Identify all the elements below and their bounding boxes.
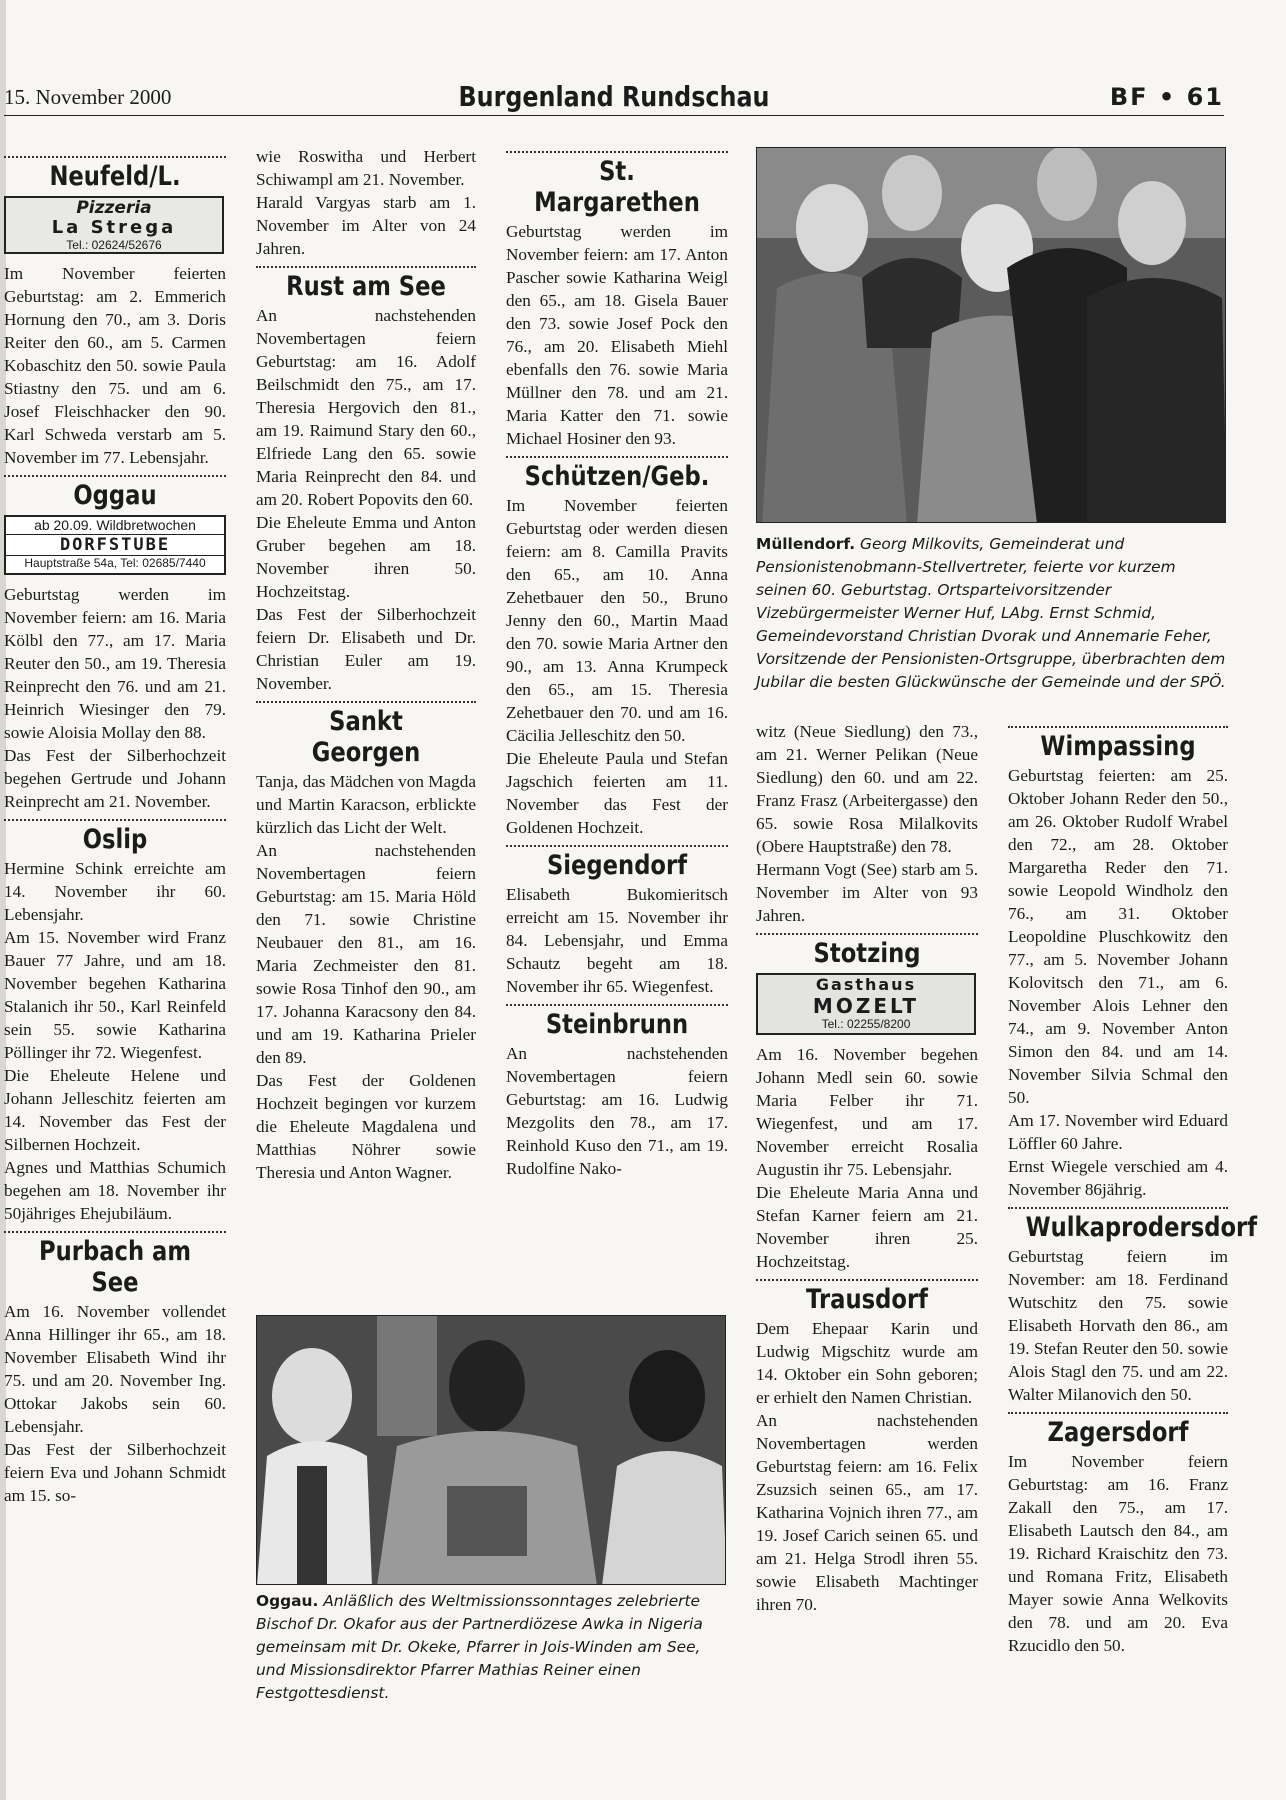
section-title-sankt-georgen: Sankt Georgen <box>311 706 421 768</box>
divider <box>756 1279 978 1281</box>
divider <box>256 266 476 268</box>
section-title-oslip: Oslip <box>82 824 148 855</box>
ad-line: Pizzeria <box>76 198 152 218</box>
ad-line: Gasthaus <box>815 975 917 994</box>
article-text: Die Eheleute Paula und Stefan Jagschich feierten am 11. November das Fest der Goldenen Hochzeit. <box>506 749 728 837</box>
article-text: Am 16. November vollendet Anna Hillinger ihr 65., am 18. November Elisabeth Wind ihr 75. und am 20. November Ing. Ottokar Jakobs sein 60. Lebensjahr. <box>4 1302 226 1436</box>
newspaper-title: Burgenland Rundschau <box>458 80 770 113</box>
divider <box>1008 1207 1228 1209</box>
article-text: Das Fest der Goldenen Hochzeit begingen vor kurzem die Eheleute Magdalena und Matthias Nöhrer sowie Theresia und Anton Wagner. <box>256 1071 476 1182</box>
article-text: Im November feiern Geburtstag: am 16. Franz Zakall den 75., am 17. Elisabeth Lautsch den 84., am 19. Richard Kraischitz den 73. und Romana Fritz, Elisabeth Mayer sowie Anna Welkovits den 78. und am 20. Eva Rzucidlo den 50. <box>1008 1452 1228 1655</box>
page-number: BF • 61 <box>1109 83 1224 111</box>
article-text: Die Eheleute Emma und Anton Gruber begehen am 18. November ihren 50. Hochzeitstag. <box>256 513 476 601</box>
article-text: Das Fest der Silberhochzeit feiern Eva und Johann Schmidt am 15. so- <box>4 1440 226 1505</box>
column-4 <box>756 720 978 1616</box>
article-text: Das Fest der Silberhochzeit begehen Gertrude und Johann Reinprecht am 21. November. <box>4 746 226 811</box>
ad-line: DORFSTUBE <box>6 534 224 556</box>
photo-clergy-image <box>257 1316 726 1585</box>
divider <box>256 701 476 703</box>
divider <box>4 475 226 477</box>
article-text: Geburtstag feierten: am 25. Oktober Johann Reder den 50., am 26. Oktober Rudolf Wrabel den 72., am 28. Oktober Margaretha Reder den 71. sowie Leopold Windholz den 76., am 31. Oktober Leopoldine Pluschkowitz den 77., am 5. November Johann Kolovitsch den 71., am 6. November Alois Lehner den 74., am 9. November Anton Simon den 84. und am 14. November Silvia Schmal den 50. <box>1008 766 1228 1107</box>
article-text: Hermine Schink erreichte am 14. November ihr 60. Lebensjahr. <box>4 859 226 924</box>
caption-place: Müllendorf. <box>756 535 856 553</box>
section-title-purbach: Purbach am See <box>39 1236 191 1298</box>
article-text: Ernst Wiegele verschied am 4. November 86jährig. <box>1008 1157 1228 1199</box>
divider <box>506 845 728 847</box>
ad-line: ab 20.09. Wildbretwochen <box>34 517 196 533</box>
column-3 <box>506 145 728 1180</box>
divider <box>1008 726 1228 728</box>
article-text: An nachstehenden Novembertagen feiern Geburtstag: am 16. Ludwig Mezgolits den 78., am 17. Reinhold Kuso den 71., am 19. Rudolfine Nako- <box>506 1044 728 1178</box>
divider <box>4 819 226 821</box>
section-title-neufeld: Neufeld/L. <box>49 161 181 192</box>
article-text: Am 15. November wird Franz Bauer 77 Jahre, und am 18. November begehen Katharina Stalanich ihr 50., Karl Reinfeld sein 55. sowie Katharina Pöllinger ihr 72. Wiegenfest. <box>4 928 226 1062</box>
article-text: Die Eheleute Maria Anna und Stefan Karner feiern am 21. November ihren 25. Hochzeitstag. <box>756 1183 978 1271</box>
ad-line: Tel.: 02624/52676 <box>66 238 162 252</box>
section-title-siegendorf: Siegendorf <box>546 850 688 881</box>
photo-caption-oggau <box>256 1590 730 1705</box>
section-title-schuetzen: Schützen/Geb. <box>524 461 710 492</box>
caption-text: Georg Milkovits, Gemeinderat und Pensionistenobmann-Stellvertreter, feierte vor kurzem seinen 60. Geburtstag. Ortsparteivorsitzender Vizebürgermeister Werner Huf, LAbg. Ernst Schmid, Gemeindevorstand Christian Dvorak und Annemarie Feher, Vorsitzende der Pensionisten-Ortsgruppe, überbrachten dem Jubilar die besten Glückwünsche der Gemeinde und der SPÖ. <box>756 535 1226 691</box>
article-text: Am 17. November wird Eduard Löffler 60 Jahre. <box>1008 1111 1228 1153</box>
section-title-wimpassing: Wimpassing <box>1040 731 1196 762</box>
ad-line: MOZELT <box>812 994 920 1018</box>
article-text: Im November feierten Geburtstag: am 2. Emmerich Hornung den 70., am 3. Doris Reiter den 60., am 5. Carmen Kobaschitz den 50. sowie Paula Stiastny den 75. und am 6. Josef Fleischhacker den 90. Karl Schweda verstarb am 5. November im 77. Lebensjahr. <box>4 264 226 467</box>
column-2 <box>256 145 476 1184</box>
article-text: Geburtstag werden im November feiern: am 16. Maria Kölbl den 77., am 17. Maria Reuter den 50., am 19. Theresia Reinprecht den 76. und am 21. Heinrich Wiesinger den 79. sowie Aloisia Mollay den 88. <box>4 585 226 742</box>
ad-line: Tel.: 02255/8200 <box>821 1017 911 1031</box>
article-text: Elisabeth Bukomieritsch erreicht am 15. November ihr 84. Lebensjahr, und Emma Schautz begeht am 18. November ihr 65. Wiegenfest. <box>506 885 728 996</box>
article-text: Hermann Vogt (See) starb am 5. November im Alter von 93 Jahren. <box>756 860 978 925</box>
article-text: An nachstehenden Novembertagen werden Geburtstag feiern: am 16. Felix Zsuzsich seinen 65., am 17. Katharina Vojnich ihren 77., am 19. Josef Carich seinen 65. und am 21. Helga Strodl ihren 55. sowie Elisabeth Machtinger ihren 70. <box>756 1411 978 1614</box>
column-5 <box>1008 720 1258 1657</box>
ad-dorfstube <box>4 515 226 575</box>
ad-gasthaus-mozelt <box>756 973 976 1035</box>
section-title-steinbrunn: Steinbrunn <box>545 1009 689 1040</box>
caption-text: Anläßlich des Weltmissionssonntages zelebrierte Bischof Dr. Okafor aus der Partnerdiözese Awka in Nigeria gemeinsam mit Dr. Okeke, Pfarrer in Jois-Winden am See, und Missionsdirektor Pfarrer Mathias Reiner einen Festgottesdienst. <box>256 1592 703 1702</box>
photo-oggau <box>256 1315 726 1585</box>
divider <box>4 1231 226 1233</box>
section-title-oggau: Oggau <box>73 480 157 511</box>
ad-line: La Strega <box>51 217 177 238</box>
section-title-stotzing: Stotzing <box>813 938 921 969</box>
section-title-rust: Rust am See <box>286 271 446 302</box>
article-text: witz (Neue Siedlung) den 73., am 21. Werner Pelikan (Neue Siedlung) den 60. und am 22. Franz Frasz (Arbeitergasse) den 65. sowie Rosa Milalkovits (Obere Hauptstraße) den 78. <box>756 722 978 856</box>
article-text: Harald Vargyas starb am 1. November im Alter von 24 Jahren. <box>256 193 476 258</box>
article-text: An nachstehenden Novembertagen feiern Geburtstag: am 15. Maria Höld den 71. sowie Christine Neubauer den 81., am 16. Maria Zechmeister den 81. sowie Rosa Tinhof den 90., am 17. Johanna Karacsony den 84. und am 19. Katharina Prieler den 89. <box>256 841 476 1067</box>
article-text: Geburtstag werden im November feiern: am 17. Anton Pascher sowie Katharina Weigl den 65., am 18. Gisela Bauer den 73. sowie Josef Pock den 76., am 20. Elisabeth Miehl ebenfalls den 76. sowie Maria Müllner den 78. und am 21. Maria Katter den 71. sowie Michael Hosiner den 93. <box>506 222 728 448</box>
ad-pizzeria-la-strega <box>4 196 224 254</box>
divider <box>4 156 226 158</box>
photo-caption-muellendorf <box>756 533 1230 694</box>
article-text: Das Fest der Silberhochzeit feiern Dr. Elisabeth und Dr. Christian Euler am 19. November. <box>256 605 476 693</box>
issue-date: 15. November 2000 <box>4 85 172 109</box>
caption-place: Oggau. <box>256 1592 319 1610</box>
article-text: An nachstehenden Novembertagen feiern Geburtstag: am 16. Adolf Beilschmidt den 75., am 17. Theresia Hergovich den 81., am 19. Raimund Stary den 60., Elfriede Lang den 65. sowie Maria Reinprecht den 84. und am 20. Robert Popovits den 60. <box>256 306 476 509</box>
section-title-wulkaprodersdorf: Wulkaprodersdorf <box>1025 1212 1258 1243</box>
section-title-zagersdorf: Zagersdorf <box>1047 1417 1189 1448</box>
article-text: Tanja, das Mädchen von Magda und Martin Karacson, erblickte kürzlich das Licht der Welt. <box>256 772 476 837</box>
divider <box>506 151 728 153</box>
article-text: Die Eheleute Helene und Johann Jelleschitz feierten am 14. November das Fest der Silbernen Hochzeit. <box>4 1066 226 1154</box>
article-text: Am 16. November begehen Johann Medl sein 60. sowie Maria Felber ihr 71. Wiegenfest, und am 17. November erreicht Rosalia Augustin ihr 75. Lebensjahr. <box>756 1045 978 1179</box>
article-text: Im November feierten Geburtstag oder werden diesen feiern: am 8. Camilla Pravits den 65., am 10. Anna Zehetbauer den 50., Bruno Jenny den 60., Martin Maad den 70. sowie Maria Artner den 90., am 13. Anna Krumpeck den 65., am 15. Theresia Zehetbauer den 70. und am 16. Cäcilia Jelleschitz den 50. <box>506 496 728 745</box>
divider <box>506 1004 728 1006</box>
article-text: Dem Ehepaar Karin und Ludwig Migschitz wurde am 14. Oktober ein Sohn geboren; er erhielt den Namen Christian. <box>756 1319 978 1407</box>
column-1 <box>4 150 226 1507</box>
divider <box>506 456 728 458</box>
section-title-st-margarethen: St. Margarethen <box>534 156 700 218</box>
photo-muellendorf <box>756 147 1226 523</box>
divider <box>1008 1412 1228 1414</box>
article-text: wie Roswitha und Herbert Schiwampl am 21. November. <box>256 147 476 189</box>
divider <box>756 933 978 935</box>
article-text: Geburtstag feiern im November: am 18. Ferdinand Wutschitz den 75. sowie Elisabeth Horvath den 86., am 19. Stefan Reuter den 50. sowie Alois Stagl den 75. und am 22. Walter Milanovich den 50. <box>1008 1247 1228 1404</box>
page-header <box>4 80 1224 116</box>
ad-line: Hauptstraße 54a, Tel: 02685/7440 <box>24 556 206 570</box>
section-title-trausdorf: Trausdorf <box>806 1284 928 1315</box>
article-text: Agnes und Matthias Schumich begehen am 18. November ihr 50jähriges Ehejubiläum. <box>4 1158 226 1223</box>
photo-people-image <box>757 148 1226 523</box>
